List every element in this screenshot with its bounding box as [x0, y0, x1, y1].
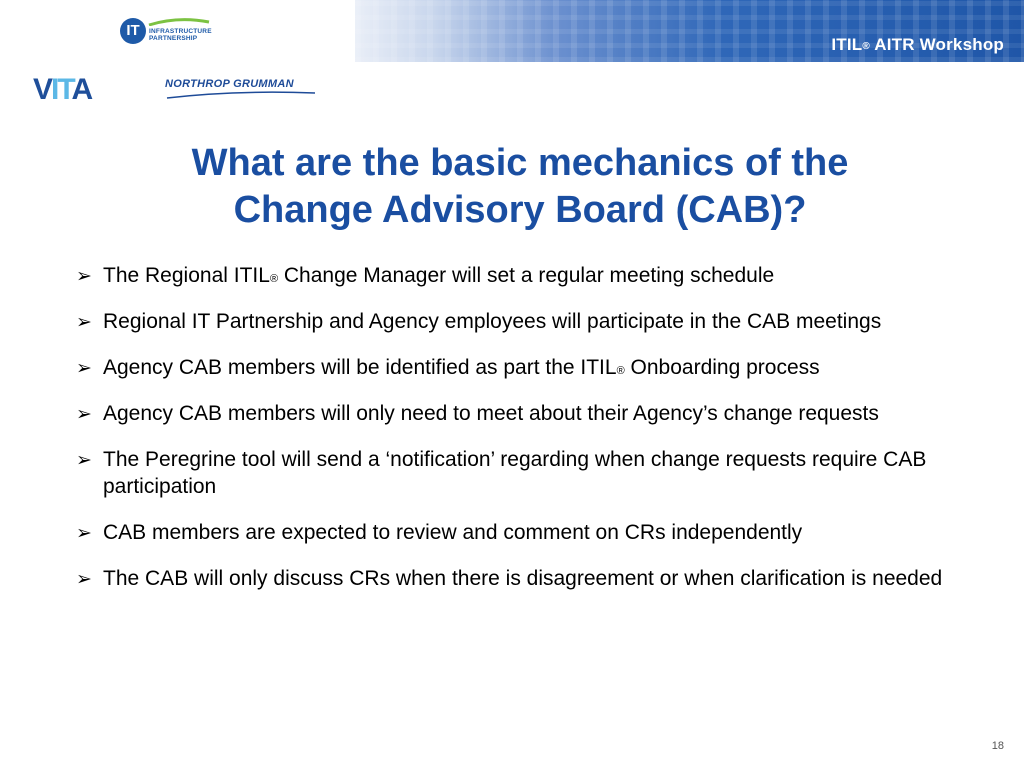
arrow-bullet-icon: ➢ — [76, 523, 92, 544]
header-banner — [355, 0, 1024, 62]
logo-underline-icon — [165, 90, 320, 100]
bullet-item: ➢ CAB members are expected to review and comment on CRs independently — [76, 519, 976, 550]
arrow-bullet-icon: ➢ — [76, 266, 92, 287]
bullet-item: ➢ Regional IT Partnership and Agency employees will participate in the CAB meetings — [76, 308, 976, 339]
it-partnership-badge: IT — [120, 18, 146, 44]
bullet-item: ➢ The Regional ITIL® Change Manager will set a regular meeting schedule — [76, 262, 976, 293]
bullet-list — [76, 262, 976, 611]
header-title: ITIL® AITR Workshop — [831, 35, 1004, 54]
arrow-bullet-icon: ➢ — [76, 358, 92, 379]
bullet-item: ➢ Agency CAB members will only need to meet about their Agency’s change requests — [76, 400, 976, 431]
northrop-grumman-logo — [165, 78, 320, 100]
it-partnership-logo — [120, 18, 240, 52]
arrow-bullet-icon: ➢ — [76, 569, 92, 590]
bullet-item: ➢ The CAB will only discuss CRs when there is disagreement or when clarification is needed — [76, 565, 976, 596]
arrow-bullet-icon: ➢ — [76, 450, 92, 471]
logo-swoosh-icon — [148, 18, 210, 26]
it-partnership-line2: PARTNERSHIP — [149, 35, 198, 42]
registered-mark: ® — [862, 41, 870, 52]
arrow-bullet-icon: ➢ — [76, 312, 92, 333]
slide-title-line1: What are the basic mechanics of the — [191, 142, 849, 184]
bullet-item: ➢ The Peregrine tool will send a ‘notification’ regarding when change requests require CAB participation — [76, 448, 927, 498]
page-number: 18 — [991, 740, 1004, 752]
vita-logo: VITA — [33, 73, 92, 106]
it-partnership-line1: INFRASTRUCTURE — [149, 28, 212, 35]
slide-title-line2: Change Advisory Board (CAB)? — [233, 189, 807, 232]
arrow-bullet-icon: ➢ — [76, 404, 92, 425]
northrop-grumman-wordmark: NORTHROP GRUMMAN — [165, 78, 294, 90]
slide-title — [100, 140, 940, 234]
bullet-item: ➢ Agency CAB members will be identified as part the ITIL® Onboarding process — [76, 354, 976, 385]
